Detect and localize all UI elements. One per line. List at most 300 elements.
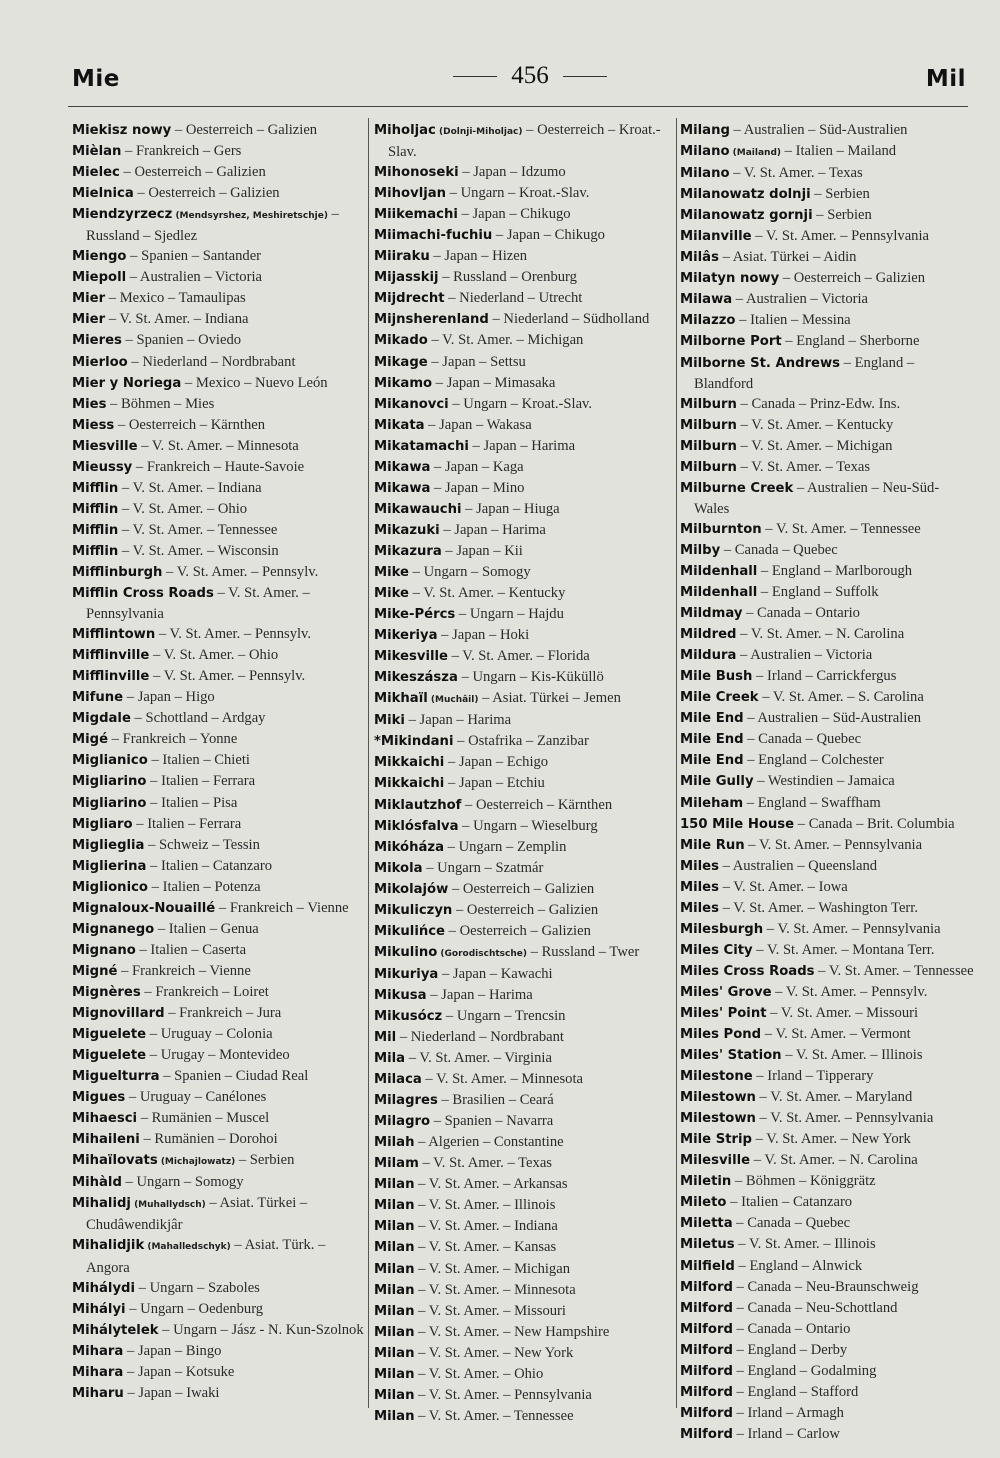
entry: [374, 583, 674, 604]
entry-location: – Japan – Echigo: [444, 754, 549, 771]
entry: [72, 1129, 364, 1150]
entry: [680, 582, 974, 603]
entry-name: Mikolajów: [374, 881, 449, 897]
entry-location: – V. St. Amer. – Wisconsin: [118, 542, 279, 559]
entry-location: – Australien – Süd-Australien: [729, 122, 908, 138]
entry: [680, 226, 974, 247]
entry-name: Mijnsherenland: [374, 312, 489, 328]
entry: [72, 624, 364, 645]
entry-location: – Asiat. Türkei – Aidin: [718, 249, 857, 266]
entry-name: Mikata: [374, 417, 425, 433]
entry-name: Mier: [72, 312, 106, 328]
entry: [680, 478, 974, 519]
entry-location: – Spanien – Santander: [126, 248, 262, 265]
entry-name: Miles: [680, 858, 719, 874]
entry-name: Milford: [680, 1384, 733, 1400]
entry: [72, 729, 364, 750]
entry-name: Miglianico: [72, 753, 148, 769]
entry: [374, 162, 674, 183]
entry-name: Migliaro: [72, 816, 133, 832]
entry: [72, 457, 364, 478]
entry-location: – V. St. Amer. – Michigan: [736, 437, 893, 454]
entry-name: Mihaesci: [72, 1111, 138, 1127]
entry: [72, 162, 364, 183]
entry-name: Mieussy: [72, 459, 133, 475]
entry-location: – Rumänien – Dorohoi: [139, 1131, 278, 1148]
entry: [72, 183, 364, 204]
entry: [680, 1382, 974, 1403]
entry: [72, 1024, 364, 1045]
entry: [374, 1364, 674, 1385]
entry-name: Mignovillard: [72, 1005, 165, 1021]
entry: [680, 645, 974, 666]
entry-location: – England – Colchester: [743, 752, 884, 769]
entry-location: – Japan – Harima: [439, 521, 546, 538]
entry-location: – V. St. Amer. – Indiana: [414, 1218, 558, 1235]
entry-name: Mikóháza: [374, 839, 444, 855]
entry: [374, 1406, 674, 1427]
entry: [680, 1066, 974, 1087]
entry: [374, 309, 674, 330]
entry-location: – V. St. Amer. – Missouri: [414, 1302, 566, 1319]
entry-location: – V. St. Amer. – Minnesota: [137, 437, 299, 454]
entry: [374, 900, 674, 921]
entry-name: Mielnica: [72, 186, 134, 202]
entry-location: – V. St. Amer. – Pennsylvania: [751, 228, 929, 245]
entry: [72, 835, 364, 856]
entry: [374, 541, 674, 562]
entry-location: – Japan – Idzumo: [458, 164, 566, 181]
entry: [72, 1066, 364, 1087]
entry-location: – England – Suffolk: [757, 584, 879, 601]
entry-name: Mikola: [374, 860, 423, 876]
entry-location: – V. St. Amer. – N. Carolina: [736, 626, 905, 643]
entry: [680, 457, 974, 478]
entry-location: – V. St. Amer. – Pennsylvania: [755, 1110, 934, 1127]
entry: [72, 1172, 364, 1193]
entry: [680, 561, 974, 582]
entry-location: – Oesterreich – Galizien: [133, 185, 280, 202]
entry: [374, 330, 674, 351]
entry-name: Milan: [374, 1282, 415, 1298]
entry: [72, 919, 364, 940]
entry-name: Milesburgh: [680, 921, 764, 937]
entry-alt-name: (Mailand): [729, 148, 781, 159]
entry-location: – Spanien – Navarra: [430, 1113, 554, 1130]
entry-location: – Serbien: [812, 207, 872, 224]
entry-location: – England – Stafford: [732, 1383, 859, 1400]
entry: [72, 1003, 364, 1024]
entry-name: Mildenhall: [680, 563, 758, 579]
entry-location: – Canada – Ontario: [732, 1320, 851, 1337]
entry-location: – Japan – Harima: [426, 986, 533, 1003]
entry-location: – Russland – Orenburg: [438, 269, 577, 286]
entry-location: – Japan – Mimasaka: [432, 374, 556, 391]
entry: [72, 750, 364, 771]
entry-name: Mihályi: [72, 1301, 126, 1317]
entry: [72, 330, 364, 351]
entry: [374, 183, 674, 204]
entry-location: – V. St. Amer. – N. Carolina: [750, 1152, 918, 1169]
entry-name: Mildred: [680, 627, 737, 643]
entry: [72, 898, 364, 919]
entry-name: Milawa: [680, 292, 733, 308]
entry: [680, 540, 974, 561]
entry-location: – Japan – Kawachi: [438, 965, 553, 982]
entry-location: – V. St. Amer. – Pennsylvania: [763, 920, 941, 937]
entry-location: – Japan – Chikugo: [457, 206, 571, 223]
entry: [374, 1069, 674, 1090]
entry-name: Milagres: [374, 1093, 438, 1109]
entry-location: – Italien – Catanzaro: [146, 857, 273, 874]
entry: [680, 666, 974, 687]
entry: [680, 268, 974, 289]
entry-name: Mijasskij: [374, 270, 439, 286]
entry-alt-name: (Muchâil): [427, 695, 479, 706]
entry-name: Mijdrecht: [374, 291, 445, 307]
entry-location: – Ungarn – Jász - N. Kun-Szolnok: [158, 1321, 364, 1338]
entry: [680, 1340, 974, 1361]
entry-name: Mike-Pércs: [374, 607, 456, 623]
entry: [72, 1087, 364, 1108]
entry: [680, 1234, 974, 1255]
entry-name: Mikeszásza: [374, 670, 458, 686]
entry: [374, 1216, 674, 1237]
entry: [72, 793, 364, 814]
entry-name: Miimachi-fuchiu: [374, 228, 493, 244]
entry-name: Milburn: [680, 396, 737, 412]
entry-alt-name: (Gorodischtsche): [437, 948, 527, 959]
entry-name: Mihaileni: [72, 1132, 140, 1148]
entry: [374, 1090, 674, 1111]
entry-name: Mifflin Cross Roads: [72, 586, 214, 602]
entry-location: – Ungarn – Somogy: [409, 563, 531, 580]
entry: [680, 729, 974, 750]
entry-location: – V. St. Amer. – Tennessee: [118, 521, 278, 538]
entry-location: – England – Marlborough: [757, 562, 913, 579]
entry: [680, 205, 974, 226]
entry: [72, 1383, 364, 1404]
entry-location: – Australien – Queensland: [718, 857, 878, 874]
entry-location: – V. St. Amer. – Kentucky: [409, 585, 566, 602]
entry: [72, 436, 364, 457]
entry-name: Mifflinburgh: [72, 564, 163, 580]
column-2: [374, 120, 674, 1427]
entry: [680, 1087, 974, 1108]
entry: [374, 436, 674, 457]
entry: [374, 1027, 674, 1048]
entry: [374, 985, 674, 1006]
entry-name: Milesville: [680, 1153, 751, 1169]
entry-location: – Canada – Neu-Schottland: [732, 1299, 898, 1316]
entry-location: – Irland – Carlow: [732, 1425, 840, 1442]
entry-name: Mile Strip: [680, 1132, 752, 1148]
entry-location: – V. St. Amer. – Illinois: [414, 1197, 556, 1214]
entry-name: Milan: [374, 1240, 415, 1256]
entry-location: – Niederland – Südholland: [488, 311, 650, 328]
entry-name: Mihara: [72, 1364, 124, 1380]
entry-name: Mila: [374, 1051, 406, 1067]
entry-name: Migliarino: [72, 774, 147, 790]
entry-location: – Urugay – Montevideo: [146, 1047, 290, 1064]
entry: [374, 731, 674, 752]
entry-location: – Japan – Settsu: [427, 353, 526, 370]
entry-name: Mikazura: [374, 543, 442, 559]
entry-name: Miles Cross Roads: [680, 963, 815, 979]
entry-name: Mihálytelek: [72, 1322, 159, 1338]
entry-name: Mikeriya: [374, 628, 438, 644]
entry-location: – Böhmen – Königgrätz: [731, 1173, 876, 1190]
entry-name: Mikazuki: [374, 522, 440, 538]
entry: [72, 352, 364, 373]
entry-name: *Mikindani: [374, 734, 454, 750]
entry: [374, 879, 674, 900]
entry-name: Mikawa: [374, 480, 431, 496]
entry: [72, 520, 364, 541]
entry: [374, 520, 674, 541]
entry: [680, 919, 974, 940]
entry: [680, 750, 974, 771]
entry: [680, 1171, 974, 1192]
entry-name: Milanowatz gornji: [680, 208, 813, 224]
entry: [680, 163, 974, 184]
entry: [72, 1278, 364, 1299]
header-left-catchword: Mie: [72, 66, 120, 92]
entry-location: – Ungarn – Somogy: [121, 1174, 244, 1191]
entry: [374, 246, 674, 267]
entry: [374, 457, 674, 478]
entry: [72, 1045, 364, 1066]
entry-alt-name: (Mahalledschyk): [144, 1242, 231, 1253]
entry: [680, 1319, 974, 1340]
entry-location: – Canada – Neu-Braunschweig: [732, 1278, 919, 1295]
entry-name: Miepoll: [72, 270, 127, 286]
entry-name: Mihalidjik: [72, 1238, 145, 1254]
entry-location: – Australien – Süd-Australien: [743, 710, 922, 727]
entry-name: Miles' Station: [680, 1048, 782, 1064]
entry-location: – Japan – Kotsuke: [123, 1363, 235, 1380]
entry-name: Milâs: [680, 250, 719, 266]
entry: [374, 837, 674, 858]
entry-name: Miengo: [72, 249, 127, 265]
entry-name: Mihara: [72, 1343, 124, 1359]
entry-name: Mil: [374, 1030, 397, 1046]
entry-location: – Spanien – Ciudad Real: [159, 1068, 309, 1085]
header-rule: [68, 106, 968, 107]
entry-name: Milburn: [680, 459, 737, 475]
entry-name: Miles: [680, 879, 719, 895]
entry-name: Mifflinville: [72, 669, 150, 685]
entry-location: – Uruguay – Colonia: [146, 1026, 273, 1043]
entry: [374, 352, 674, 373]
entry-location: – Italien – Messina: [735, 312, 851, 329]
entry: [680, 1213, 974, 1234]
entry-location: – Australien – Victoria: [732, 291, 869, 308]
entry-name: Mikesville: [374, 649, 448, 665]
entry-location: – V. St. Amer. – Illinois: [781, 1047, 923, 1064]
entry: [374, 1343, 674, 1364]
entry-location: – Oesterreich – Galizien: [445, 922, 591, 939]
entry-name: Miguelete: [72, 1027, 147, 1043]
entry: [72, 394, 364, 415]
entry: [72, 141, 364, 162]
entry-location: – England – Blandford: [694, 354, 915, 392]
entry: [374, 1385, 674, 1406]
entry-alt-name: (Dolnji-Miholjac): [435, 127, 523, 137]
entry-name: Milazzo: [680, 313, 736, 329]
entry-name: Milfield: [680, 1258, 735, 1274]
entry: [374, 478, 674, 499]
entry: [680, 687, 974, 708]
entry-name: Mikuliczyn: [374, 902, 453, 918]
entry-location: – Ostafrika – Zanzibar: [453, 733, 589, 750]
entry-name: 150 Mile House: [680, 816, 795, 832]
entry-name: Milburn: [680, 438, 737, 454]
entry: [374, 710, 674, 731]
entry-name: Milford: [680, 1342, 733, 1358]
entry-name: Mignano: [72, 942, 136, 958]
entry: [72, 309, 364, 330]
entry-location: – Italien – Mailand: [781, 143, 897, 160]
entry: [72, 499, 364, 520]
entry-name: Mikkaichi: [374, 776, 445, 792]
entry: [72, 562, 364, 583]
entry-name: Milano: [680, 144, 730, 160]
entry-location: – V. St. Amer. – Pennsylvania: [744, 836, 923, 853]
entry: [72, 1150, 364, 1172]
entry-location: – Ungarn – Kroat.-Slav.: [448, 395, 593, 412]
entry-name: Mildmay: [680, 606, 743, 622]
entry: [374, 204, 674, 225]
entry-location: – England – Derby: [732, 1341, 848, 1358]
entry-name: Miholjac: [374, 123, 436, 138]
entry: [680, 1108, 974, 1129]
entry: [680, 120, 974, 141]
entry-name: Mileham: [680, 795, 744, 811]
entry-location: – Böhmen – Mies: [106, 395, 215, 412]
entry-location: – V. St. Amer. – Florida: [447, 648, 590, 665]
entry-location: – V. St. Amer. – Tennessee: [414, 1407, 574, 1424]
entry-name: Mikanovci: [374, 396, 449, 412]
entry: [374, 1111, 674, 1132]
entry-name: Migliarino: [72, 795, 147, 811]
entry-name: Miglionico: [72, 879, 148, 895]
entry-location: – Asiat. Türkei – Jemen: [478, 690, 621, 707]
entry-name: Milburne Creek: [680, 480, 794, 496]
entry-location: – V. St. Amer. – Minnesota: [421, 1071, 584, 1088]
entry-name: Milan: [374, 1261, 415, 1277]
entry-name: Miess: [72, 417, 115, 433]
entry-name: Milan: [374, 1408, 415, 1424]
entry-location: – V. St. Amer. – Iowa: [718, 878, 848, 895]
entry: [680, 1024, 974, 1045]
entry-location: – Japan – Mino: [430, 479, 525, 496]
entry-name: Mikado: [374, 333, 428, 349]
entry: [72, 666, 364, 687]
entry: [680, 289, 974, 310]
entry-name: Milan: [374, 1219, 415, 1235]
entry-name: Mihonoseki: [374, 165, 459, 181]
entry-name: Milestown: [680, 1111, 756, 1127]
entry-location: – Frankreich – Vienne: [215, 899, 349, 916]
entry-name: Miles Pond: [680, 1027, 762, 1043]
entry-location: – Mexico – Nuevo León: [181, 374, 328, 391]
entry-location: – Canada – Quebec: [743, 731, 862, 748]
entry: [374, 604, 674, 625]
entry: [72, 1235, 364, 1277]
entry: [680, 415, 974, 436]
entry: [72, 1341, 364, 1362]
entry-name: Milah: [374, 1135, 415, 1151]
entry-name: Milborne St. Andrews: [680, 355, 841, 371]
entry-name: Miguelturra: [72, 1069, 160, 1085]
entry-location: – Frankreich – Gers: [121, 143, 242, 160]
entry-name: Mileto: [680, 1195, 727, 1211]
entry: [374, 225, 674, 246]
entry-name: Mile End: [680, 732, 744, 748]
entry: [374, 267, 674, 288]
entry-location: – Ungarn – Trencsin: [442, 1007, 566, 1024]
entry-location: – V. St. Amer. – Tennessee: [814, 962, 974, 979]
entry-location: – V. St. Amer. – Ohio: [149, 647, 279, 664]
entry-location: – V. St. Amer. – Pennsylvania: [86, 585, 310, 623]
entry-name: Mignanego: [72, 921, 155, 937]
entry-name: Mike: [374, 586, 410, 602]
entry-location: – Japan – Harima: [404, 712, 512, 729]
entry: [72, 120, 364, 141]
entry-location: – Italien – Ferrara: [146, 773, 256, 790]
entry-name: Mies: [72, 396, 107, 412]
entry: [680, 624, 974, 645]
entry-name: Milanowatz dolnji: [680, 187, 811, 203]
entry-name: Milby: [680, 542, 721, 558]
entry-location: – V. St. Amer. – Michigan: [427, 332, 584, 349]
entry-location: – Italien – Pisa: [146, 794, 238, 811]
entry: [374, 1195, 674, 1216]
entry-location: – V. St. Amer. – Texas: [418, 1155, 552, 1172]
entry-name: Mihovljan: [374, 186, 447, 202]
entry-name: Miekisz nowy: [72, 123, 172, 138]
entry: [680, 247, 974, 268]
entry-name: Milburn: [680, 417, 737, 433]
entry-location: – V. St. Amer. – S. Carolina: [758, 689, 924, 706]
entry-location: – V. St. Amer. – Arkansas: [414, 1176, 568, 1193]
entry-name: Mikamo: [374, 375, 433, 391]
entry: [374, 1301, 674, 1322]
entry: [680, 394, 974, 415]
entry-name: Mignaloux-Nouaillé: [72, 900, 216, 916]
entry: [374, 921, 674, 942]
entry-location: – V. St. Amer. – Kentucky: [736, 416, 894, 433]
entry-name: Mifflin: [72, 522, 119, 538]
entry: [374, 373, 674, 394]
entry: [374, 773, 674, 794]
entry-location: – V. St. Amer. – Texas: [729, 165, 863, 182]
entry-name: Miles' Point: [680, 1005, 767, 1021]
entry: [680, 1298, 974, 1319]
entry: [374, 1237, 674, 1258]
entry: [680, 1150, 974, 1171]
entry-name: Mier: [72, 291, 106, 307]
entry-name: Miendzyrzecz: [72, 207, 173, 223]
entry: [680, 1424, 974, 1445]
entry-location: – Schottland – Ardgay: [130, 710, 266, 727]
entry-location: – Westindien – Jamaica: [753, 773, 895, 790]
entry-name: Miklautzhof: [374, 797, 462, 813]
entry-location: – Italien – Catanzaro: [726, 1194, 853, 1211]
entry-location: – Japan – Hizen: [429, 248, 527, 265]
entry-name: Migues: [72, 1090, 126, 1106]
